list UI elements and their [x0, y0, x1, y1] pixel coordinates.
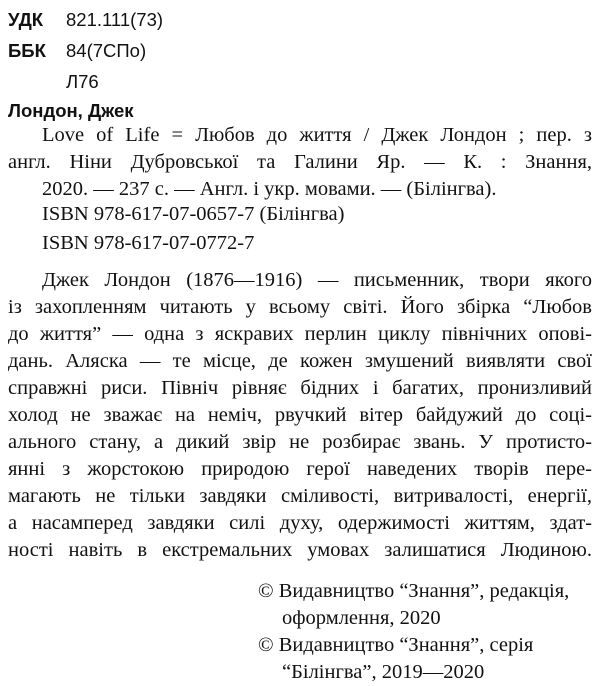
annotation — [8, 267, 592, 564]
udc-label: УДК — [8, 9, 44, 30]
annotation-line: справжні риси. Північ рівняє бідних і багатих, пронизливий — [8, 377, 592, 399]
entry-line: Love of Life = Любов до життя / Джек Лондон ; пер. з — [42, 124, 592, 146]
isbn-line: ISBN 978-617-07-0657-7 (Білінгва) — [42, 203, 345, 225]
annotation-line: а насамперед завдяки силі духу, одержимості життям, здат- — [8, 512, 592, 534]
entry-line: англ. Ніни Дубровської та Галини Яр. — К. : Знання, — [8, 151, 592, 173]
annotation-line: янні з жорстокою природою герої наведених творів пере- — [8, 458, 592, 480]
bibliographic-entry — [8, 122, 592, 203]
annotation-line: холод не зважає на неміч, рвучкий вітер байдужий до соці- — [8, 404, 592, 426]
annotation-line: ності навіть в екстремальних умовах залишатися Людиною. — [8, 539, 592, 561]
annotation-line: дань. Аляска — те місце, де кожен змушений виявляти свої — [8, 350, 592, 372]
bbk-code-row — [8, 37, 163, 68]
author-mark: Л76 — [66, 71, 99, 92]
entry-line: 2020. — 237 с. — Англ. і укр. мовами. — (Білінгва). — [42, 178, 497, 200]
udc-value: 821.111(73) — [66, 9, 164, 30]
classification-codes — [8, 6, 163, 68]
annotation-line: Джек Лондон (1876—1916) — письменник, твори якого — [42, 269, 592, 291]
isbn-line: ISBN 978-617-07-0772-7 — [42, 232, 255, 254]
copyright-line: © Видавництво “Знання”, серія — [258, 634, 534, 656]
annotation-line: із захопленням читають у всьому світі. Його збірка “Любов — [8, 296, 592, 318]
copyright-line: оформлення, 2020 — [282, 607, 441, 629]
annotation-line: ального стану, а дикий звір не розбирає звань. У протисто- — [8, 431, 592, 453]
annotation-line: до життя” — одна з яскравих перлин циклу північних опові- — [8, 323, 592, 345]
author-heading: Лондон, Джек — [8, 100, 134, 121]
copyright-block — [258, 578, 594, 686]
udc-code-row — [8, 6, 163, 37]
bbk-label: ББК — [8, 40, 46, 61]
annotation-line: магають не тільки завдяки сміливості, витривалості, енергії, — [8, 485, 592, 507]
bbk-value: 84(7СПо) — [66, 40, 147, 61]
copyright-line: © Видавництво “Знання”, редакція, — [258, 580, 570, 602]
copyright-line: “Білінгва”, 2019—2020 — [282, 661, 485, 683]
